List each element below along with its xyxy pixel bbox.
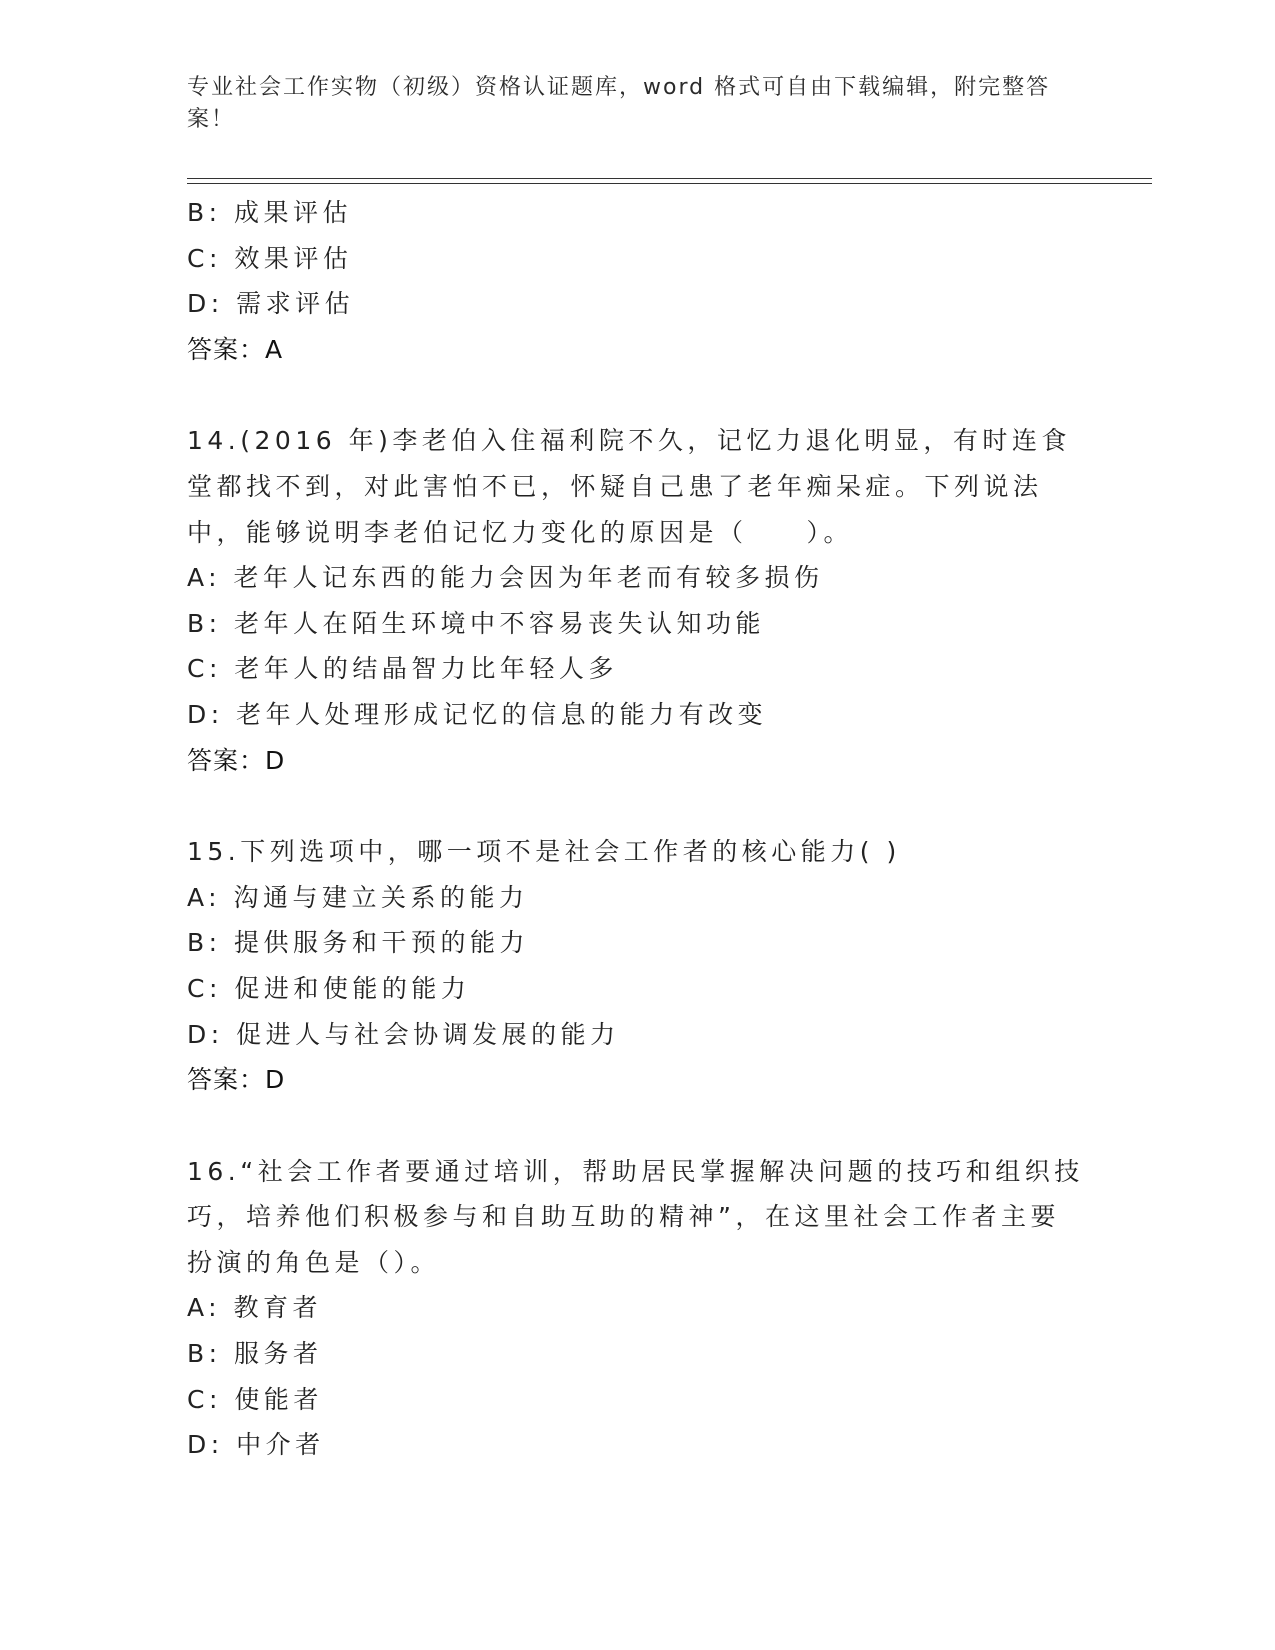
header-rule-bottom xyxy=(187,183,1152,184)
option-a: A: 沟通与建立关系的能力 xyxy=(187,882,529,912)
option-b: B: 老年人在陌生环境中不容易丧失认知功能 xyxy=(187,608,766,638)
question-text: 15.下列选项中，哪一项不是社会工作者的核心能力( ) xyxy=(187,837,901,867)
page-header: 专业社会工作实物（初级）资格认证题库，word 格式可自由下载编辑，附完整答案！ xyxy=(187,75,1051,132)
option-d: D: 促进人与社会协调发展的能力 xyxy=(187,1019,620,1049)
option-d: D: 中介者 xyxy=(187,1430,325,1460)
option-a: A: 老年人记东西的能力会因为年老而有较多损伤 xyxy=(187,563,824,593)
question-16 xyxy=(187,1149,1147,1468)
option-b: B: 成果评估 xyxy=(187,198,353,227)
option-c: C: 使能者 xyxy=(187,1384,323,1414)
option-c: C: 老年人的结晶智力比年轻人多 xyxy=(187,654,618,684)
option-b: B: 提供服务和干预的能力 xyxy=(187,928,530,958)
option-a: A: 教育者 xyxy=(187,1293,323,1323)
question-14 xyxy=(187,418,1147,783)
option-c: C: 促进和使能的能力 xyxy=(187,973,471,1003)
question-15 xyxy=(187,829,1147,1103)
answer-line: 答案：D xyxy=(187,1065,286,1095)
header-rule-top xyxy=(187,178,1152,179)
spacer xyxy=(187,372,1147,418)
option-d: D: 需求评估 xyxy=(187,289,355,319)
option-b: B: 服务者 xyxy=(187,1339,323,1369)
prev-question-block xyxy=(187,190,1147,372)
question-text: 14.(2016 年)李老伯入住福利院不久，记忆力退化明显，有时连食堂都找不到，对此害怕不已，怀疑自己患了老年痴呆症。下列说法中，能够说明李老伯记忆力变化的原因是（ ）。 xyxy=(187,426,1071,547)
question-text: 16.“社会工作者要通过培训，帮助居民掌握解决问题的技巧和组织技巧，培养他们积极参与和自助互助的精神”，在这里社会工作者主要扮演的角色是（）。 xyxy=(187,1156,1084,1277)
spacer xyxy=(187,1103,1147,1149)
question-content xyxy=(187,190,1147,1468)
option-c: C: 效果评估 xyxy=(187,243,353,273)
option-d: D: 老年人处理形成记忆的信息的能力有改变 xyxy=(187,699,768,729)
answer-line: 答案：A xyxy=(187,334,284,364)
answer-line: 答案：D xyxy=(187,745,286,775)
spacer xyxy=(187,783,1147,829)
